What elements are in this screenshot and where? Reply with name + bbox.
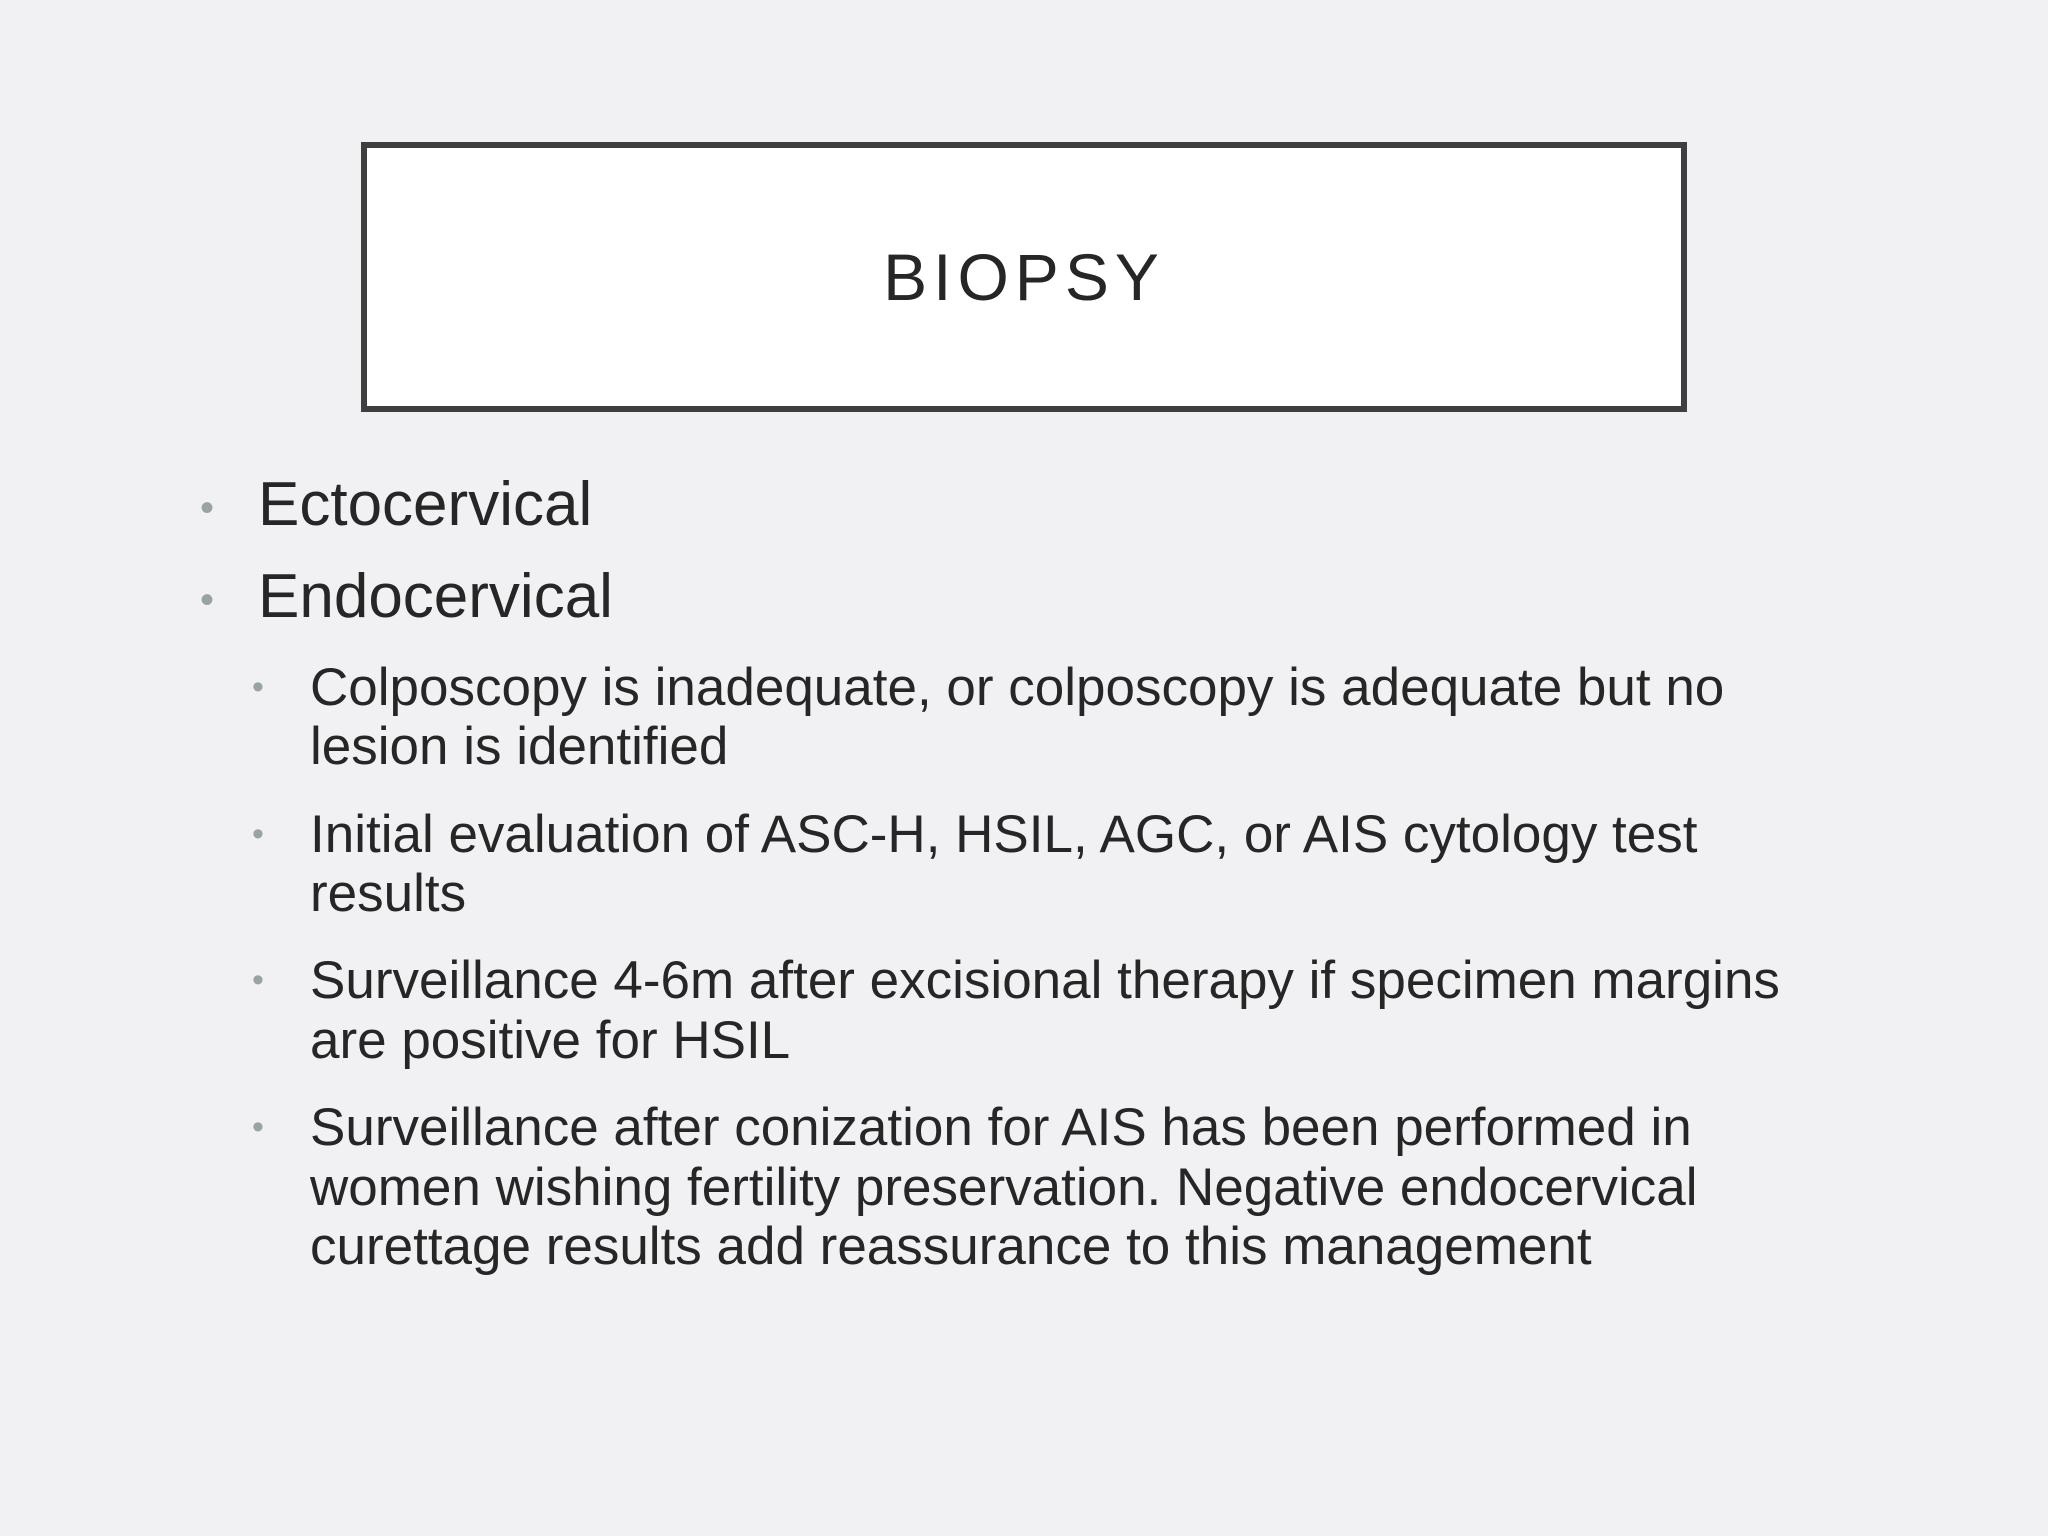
sub-bullet-text: Colposcopy is inadequate, or colposcopy is adequate but no lesion is identified <box>310 658 1725 777</box>
bullet-list <box>200 470 1860 631</box>
bullet-icon: • <box>252 668 264 706</box>
sub-bullet-item <box>252 658 1860 777</box>
sub-bullet-text: Surveillance after conization for AIS has been performed in women wishing fertility preservation. Negative endocervical curettage results add reassurance to this management <box>310 1098 1698 1276</box>
sub-bullet-list <box>252 658 1860 1276</box>
sub-bullet-text: Surveillance 4-6m after excisional therapy if specimen margins are positive for HSIL <box>310 951 1780 1070</box>
sub-bullet-group <box>252 658 1860 1276</box>
sub-bullet-item <box>252 951 1860 1070</box>
bullet-item-endocervical <box>200 562 1860 631</box>
bullet-icon: • <box>252 1108 264 1147</box>
sub-bullet-item <box>252 805 1860 924</box>
bullet-text: Endocervical <box>258 562 613 631</box>
slide-title: BIOPSY <box>883 240 1165 314</box>
sub-bullet-text: Initial evaluation of ASC-H, HSIL, AGC, or AIS cytology test results <box>310 804 1698 924</box>
title-box <box>361 142 1687 412</box>
bullet-item-ectocervical <box>200 470 1860 539</box>
bullet-icon: • <box>252 814 264 853</box>
slide-content <box>200 470 1860 1304</box>
bullet-icon: • <box>200 486 215 530</box>
sub-bullet-item <box>252 1098 1860 1276</box>
bullet-icon: • <box>252 961 264 1000</box>
bullet-text: Ectocervical <box>258 470 593 539</box>
bullet-icon: • <box>200 578 215 622</box>
